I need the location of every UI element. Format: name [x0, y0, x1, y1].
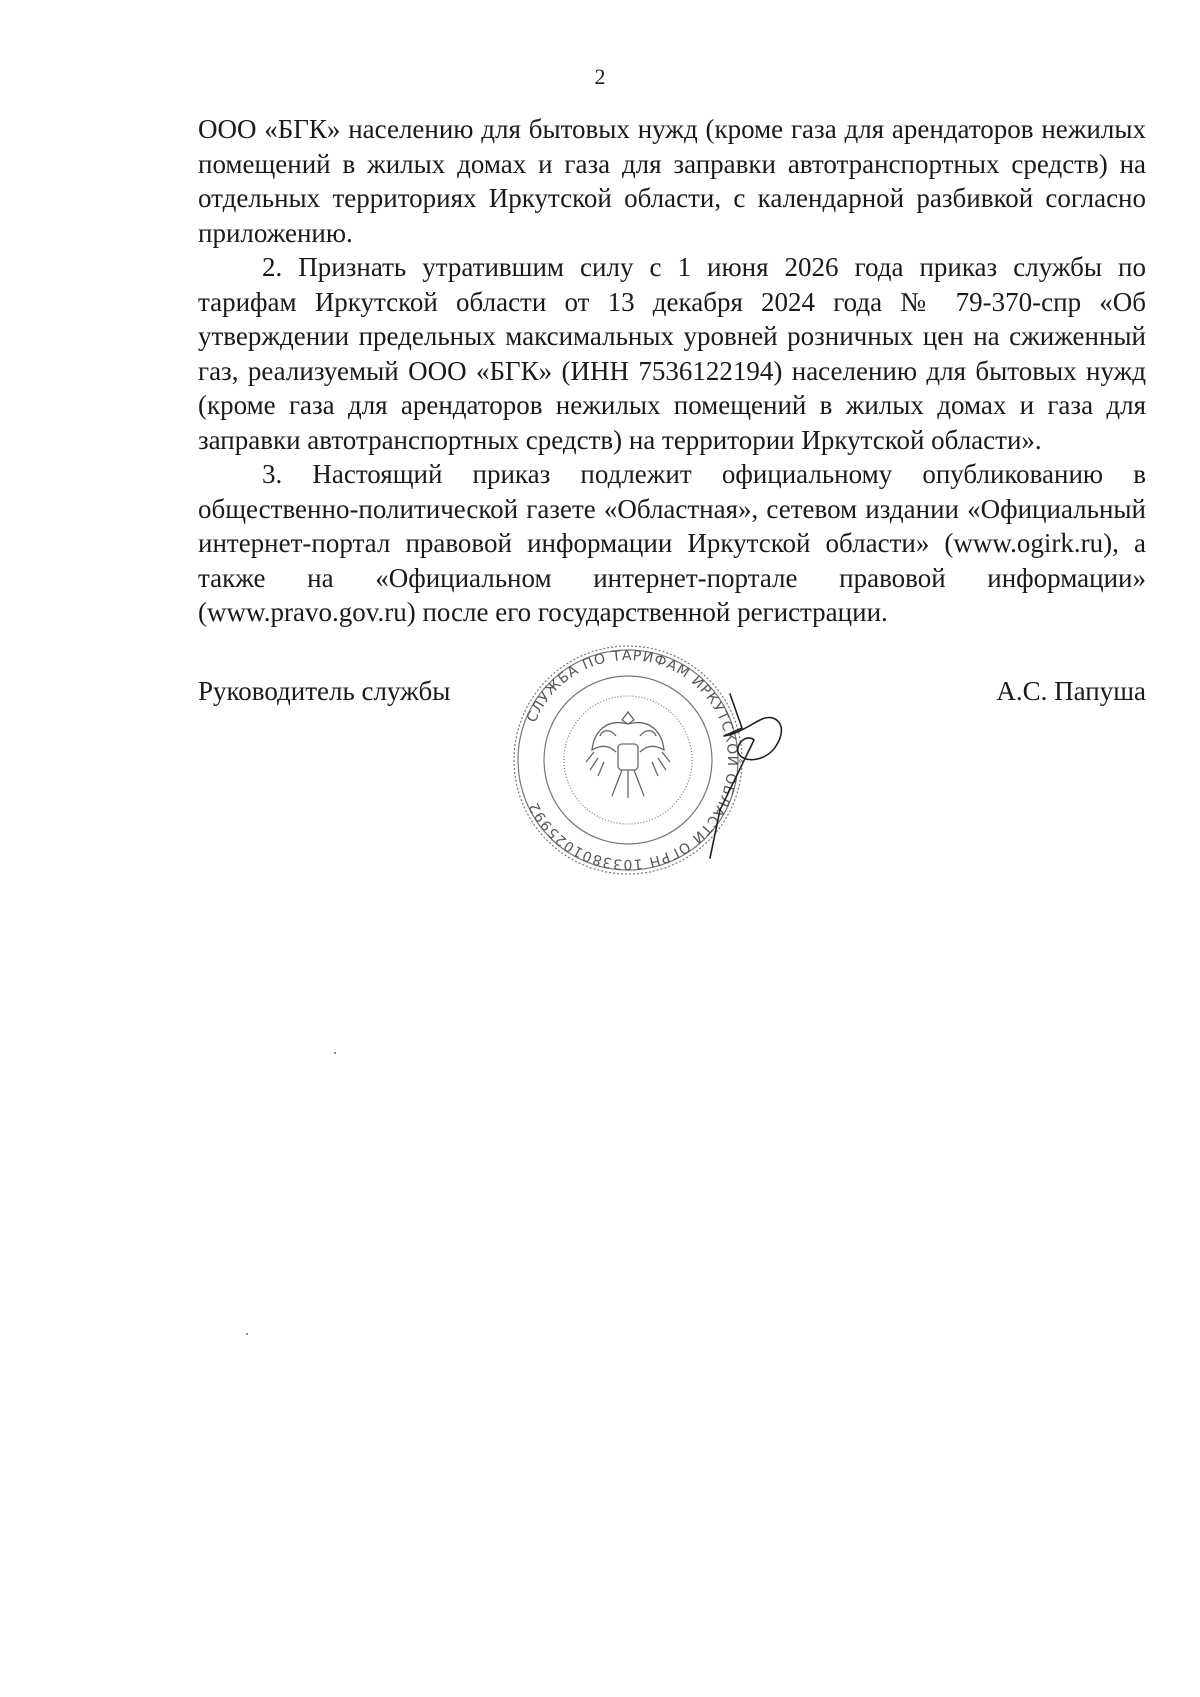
- scan-speck: [334, 1052, 336, 1054]
- handwritten-signature: [690, 680, 840, 880]
- signatory-role: Руководитель службы: [198, 676, 451, 706]
- paragraph-3: 3. Настоящий приказ подлежит официальному опубликованию в общественно-политической газете «Областная», сетевом издании «Официальный интернет-портал правовой информации Иркутской области» (www.ogirk.ru), а также на «Официальном интернет-портале правовой информации» (www.pravo.gov.ru) после его государственной регистрации.: [198, 459, 1146, 627]
- document-body: [198, 112, 1146, 630]
- paragraph-1-continuation: ООО «БГК» населению для бытовых нужд (кроме газа для арендаторов нежилых помещений в жилых домах и газа для заправки автотранспортных средств) на отдельных территориях Иркутской области, с календарной разбивкой согласно приложению.: [198, 114, 1146, 248]
- scan-speck: [246, 1333, 248, 1335]
- svg-text:СЛУЖБА ПО ТАРИФАМ ИРКУТСКОЙ ОБ: СЛУЖБА ПО ТАРИФАМ ИРКУТСКОЙ ОБЛАСТИ ОГРН 1033801025992: [523, 647, 741, 873]
- page-number: 2: [594, 64, 606, 89]
- signatory-name: А.С. Папуша: [996, 676, 1146, 706]
- emblem-icon: [586, 712, 670, 798]
- paragraph-2: 2. Признать утратившим силу с 1 июня 2026 года приказ службы по тарифам Иркутской области от 13 декабря 2024 года № 79-370-спр «Об утверждении предельных максимальных уровней розничных цен на сжиженный газ, реализуемый ООО «БГК» (ИНН 7536122194) населению для бытовых нужд (кроме газа для арендаторов нежилых помещений в жилых домах и газа для заправки автотранспортных средств) на территории Иркутской области».: [198, 252, 1146, 455]
